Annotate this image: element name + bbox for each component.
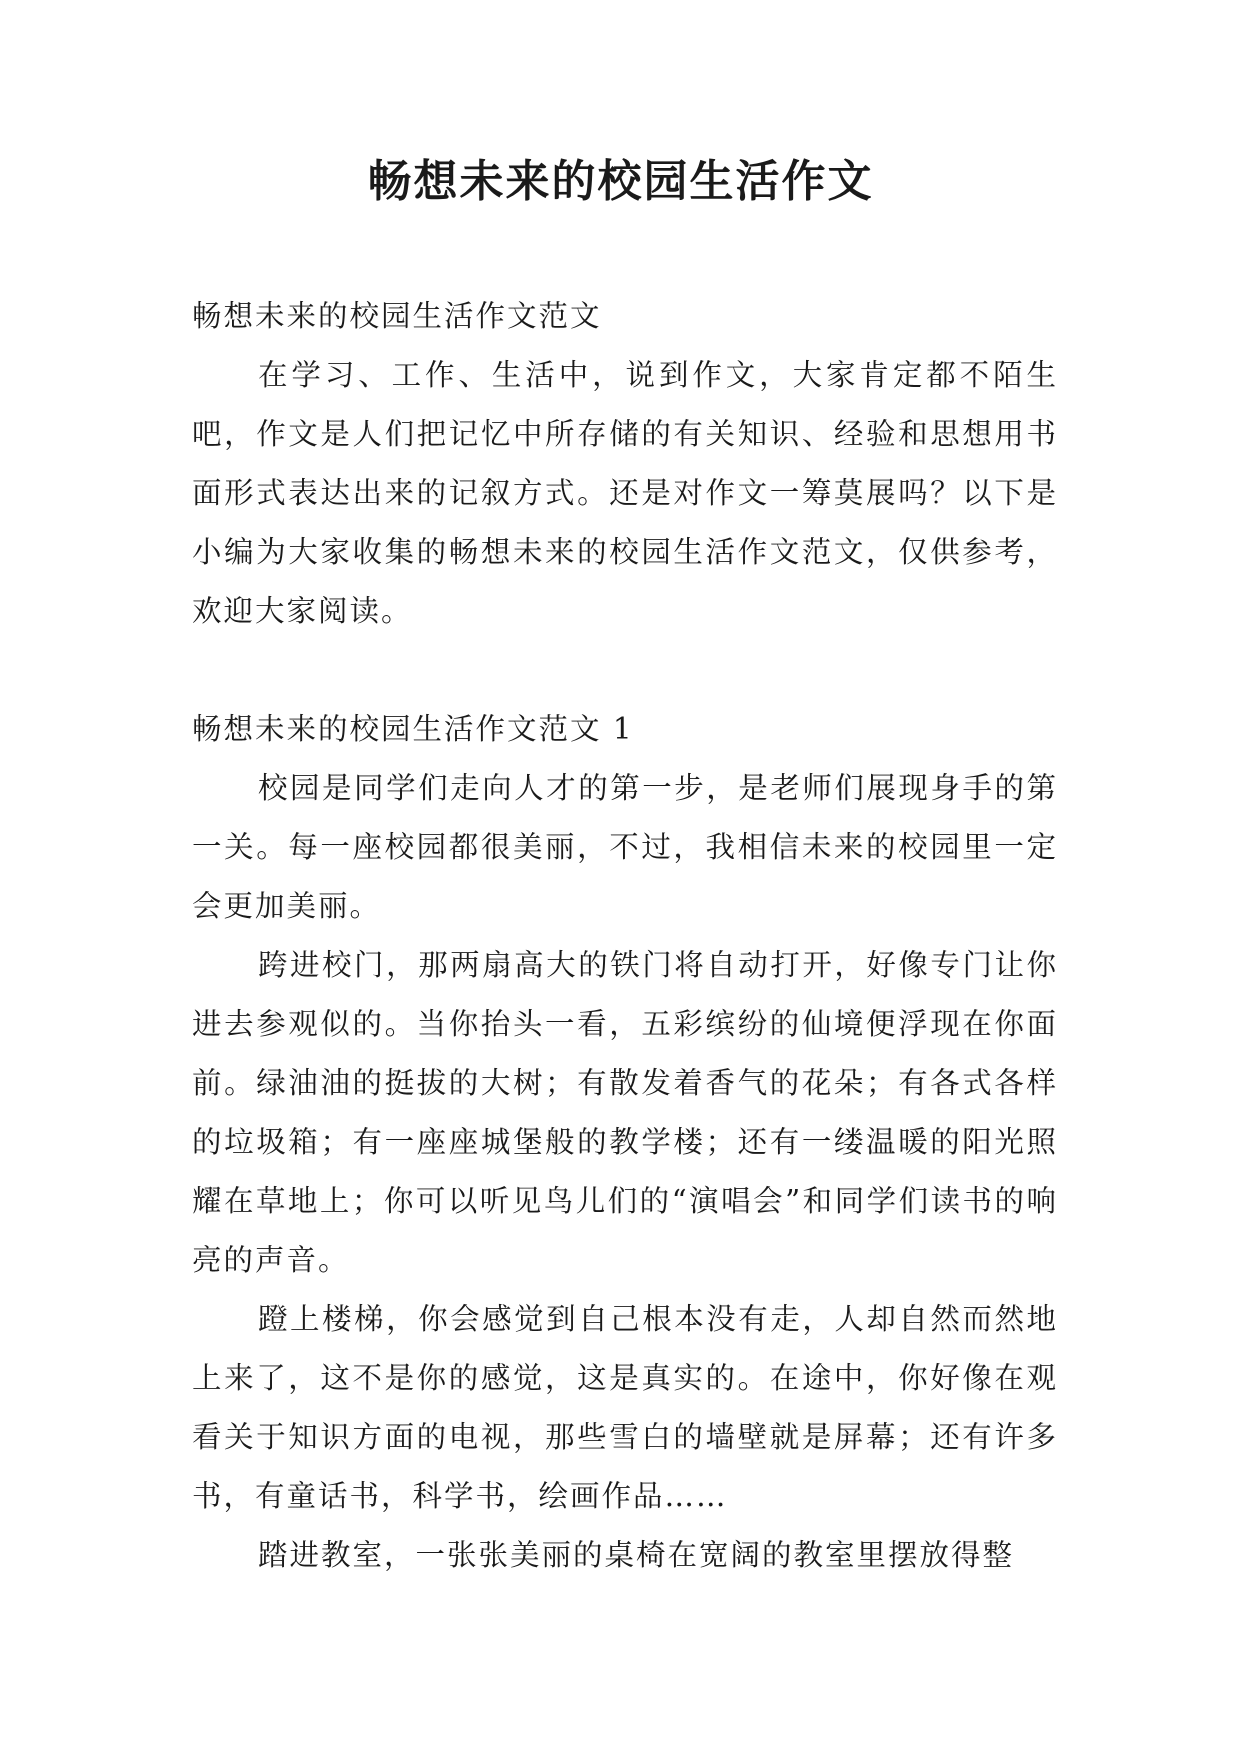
document-body xyxy=(192,287,1058,1585)
essay-paragraph: 踏进教室，一张张美丽的桌椅在宽阔的教室里摆放得整 xyxy=(258,1538,1015,1572)
section-spacer xyxy=(192,641,1058,700)
essay-paragraph: 校园是同学们走向人才的第一步，是老师们展现身手的第一关。每一座校园都很美丽，不过，我相信未来的校园里一定会更加美丽。 xyxy=(192,771,1058,923)
page-title: 畅想未来的校园生活作文 xyxy=(367,156,874,207)
essay-paragraph: 跨进校门，那两扇高大的铁门将自动打开，好像专门让你进去参观似的。当你抬头一看，五彩缤纷的仙境便浮现在你面前。绿油油的挺拔的大树；有散发着香气的花朵；有各式各样的垃圾箱；有一座座城堡般的教学楼；还有一缕温暖的阳光照耀在草地上；你可以听见鸟儿们的“演唱会”和同学们读书的响亮的声音。 xyxy=(192,948,1058,1277)
intro-heading: 畅想未来的校园生活作文范文 xyxy=(192,299,602,333)
essay-paragraph: 蹬上楼梯，你会感觉到自己根本没有走，人却自然而然地上来了，这不是你的感觉，这是真实的。在途中，你好像在观看关于知识方面的电视，那些雪白的墙壁就是屏幕；还有许多书，有童话书，科学书，绘画作品…… xyxy=(192,1302,1058,1513)
essay-heading: 畅想未来的校园生活作文范文 1 xyxy=(192,712,634,746)
intro-paragraph: 在学习、工作、生活中，说到作文，大家肯定都不陌生吧，作文是人们把记忆中所存储的有关知识、经验和思想用书面形式表达出来的记叙方式。还是对作文一筹莫展吗？以下是小编为大家收集的畅想未来的校园生活作文范文，仅供参考，欢迎大家阅读。 xyxy=(192,358,1058,628)
